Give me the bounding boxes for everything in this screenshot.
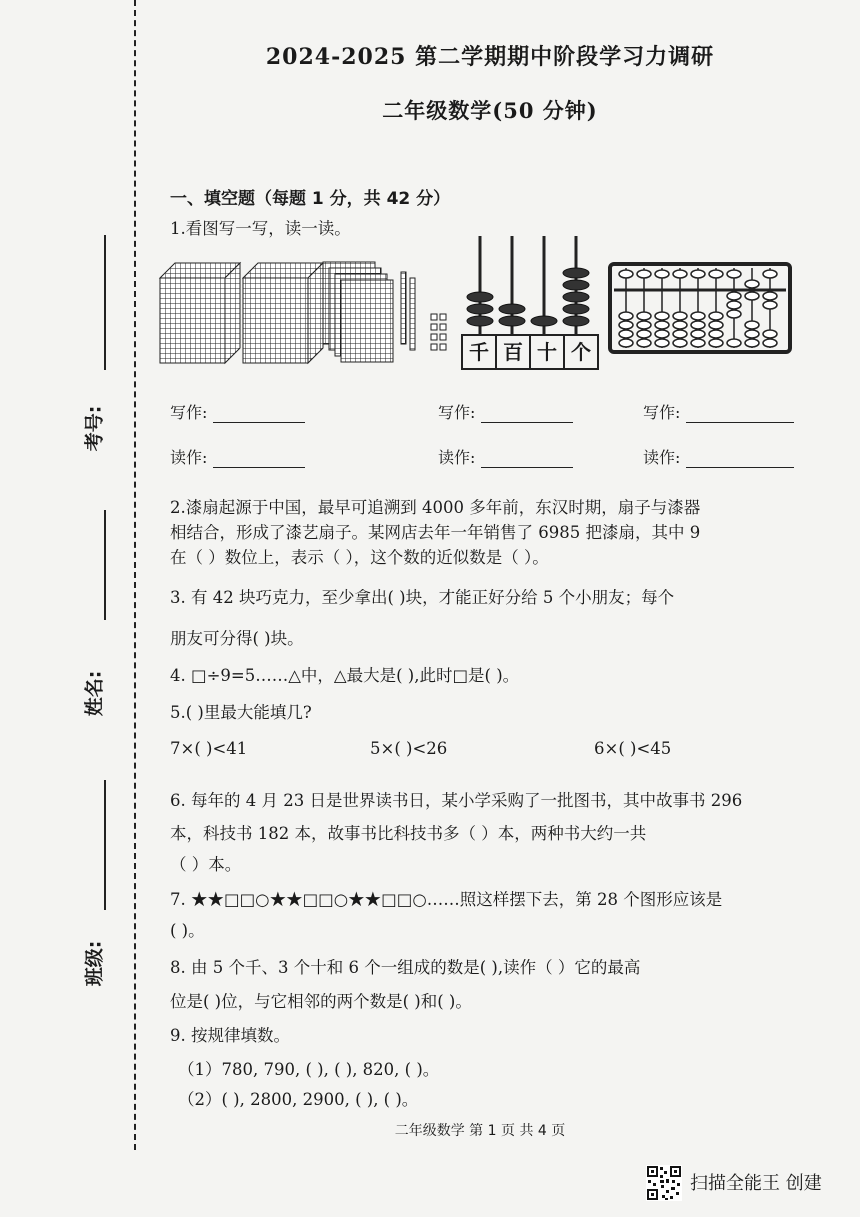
base-ten-blocks-figure [155, 258, 455, 368]
place-thousands: 千 [463, 336, 497, 368]
exam-no-blank-2[interactable] [104, 510, 106, 620]
unit-cubes [431, 314, 446, 350]
page-title: 2024-2025 第二学期期中阶段学习力调研 [265, 44, 715, 70]
q4-text: 4. □÷9=5……△中，△最大是( ),此时□是( )。 [170, 666, 520, 685]
read-row-3 [643, 445, 794, 468]
q8-line-1: 8. 由 5 个千、3 个十和 6 个一组成的数是( ),读作（ ）它的最高 [170, 958, 641, 977]
place-ones: 个 [571, 340, 591, 364]
thousand-cube [243, 263, 323, 363]
thousand-cube [160, 263, 240, 363]
q7-line-1: 7. ★★□□○★★□□○★★□□○……照这样摆下去，第 28 个图形应该是 [170, 890, 723, 909]
write-row-3 [643, 400, 794, 423]
q5-item-1: 7×( )<41 [170, 739, 248, 758]
q5-item-3: 6×( )<45 [594, 739, 672, 758]
write-blank[interactable] [481, 408, 573, 423]
place-tens: 十 [531, 336, 565, 368]
hundred-flats [323, 262, 393, 362]
read-row-1 [170, 445, 305, 468]
section-heading: 一、填空题（每题 1 分，共 42 分） [170, 189, 451, 209]
abacus-figure [608, 262, 792, 354]
write-label: 写作: [643, 403, 681, 422]
place-hundreds: 百 [497, 336, 531, 368]
q5-item-2: 5×( )<26 [370, 739, 448, 758]
name-blank[interactable] [104, 780, 106, 910]
write-blank[interactable] [686, 408, 794, 423]
q9-row-1: （1）780, 790, ( ), ( ), 820, ( )。 [178, 1060, 440, 1079]
scanner-watermark: 扫描全能王 创建 [690, 1173, 822, 1194]
write-label: 写作: [438, 403, 476, 422]
write-row-2 [438, 400, 573, 423]
write-label: 写作: [170, 403, 208, 422]
name-label: 姓名: [83, 670, 106, 717]
exam-no-label: 考号: [83, 405, 106, 452]
ten-rods [401, 272, 415, 350]
read-blank[interactable] [686, 453, 794, 468]
exam-no-blank[interactable] [104, 235, 106, 370]
write-row-1 [170, 400, 305, 423]
q6-line-3: （ ）本。 [170, 855, 242, 874]
read-label: 读作: [643, 448, 681, 467]
q1-text: 1.看图写一写，读一读。 [170, 219, 351, 238]
read-row-2 [438, 445, 573, 468]
qr-code-icon [646, 1165, 682, 1201]
read-blank[interactable] [213, 453, 305, 468]
q3-line-2: 朋友可分得( )块。 [170, 629, 304, 648]
write-blank[interactable] [213, 408, 305, 423]
binding-line [134, 0, 136, 1150]
page-subtitle: 二年级数学(50 分钟) [382, 98, 598, 123]
place-value-labels [461, 334, 599, 370]
q2-line-3: 在（ ）数位上，表示（ ），这个数的近似数是（ ）。 [170, 548, 549, 567]
q2-line-1: 2.漆扇起源于中国，最早可追溯到 4000 多年前，东汉时期，扇子与漆器 [170, 498, 701, 517]
counting-frame-figure [460, 232, 600, 336]
read-label: 读作: [438, 448, 476, 467]
page-footer: 二年级数学 第 1 页 共 4 页 [394, 1123, 566, 1139]
q5-text: 5.( )里最大能填几? [170, 703, 312, 722]
q9-row-2: （2）( ), 2800, 2900, ( ), ( )。 [178, 1090, 419, 1109]
q6-line-2: 本，科技书 182 本，故事书比科技书多（ ）本，两种书大约一共 [170, 824, 647, 843]
q7-line-2: ( )。 [170, 921, 205, 940]
class-label: 班级: [83, 940, 106, 987]
q9-text: 9. 按规律填数。 [170, 1026, 290, 1045]
q8-line-2: 位是( )位，与它相邻的两个数是( )和( )。 [170, 992, 472, 1011]
q3-line-1: 3. 有 42 块巧克力，至少拿出( )块，才能正好分给 5 个小朋友；每个 [170, 588, 675, 607]
q2-line-2: 相结合，形成了漆艺扇子。某网店去年一年销售了 6985 把漆扇，其中 9 [170, 523, 701, 542]
q6-line-1: 6. 每年的 4 月 23 日是世界读书日，某小学采购了一批图书，其中故事书 296 [170, 791, 743, 810]
read-label: 读作: [170, 448, 208, 467]
read-blank[interactable] [481, 453, 573, 468]
